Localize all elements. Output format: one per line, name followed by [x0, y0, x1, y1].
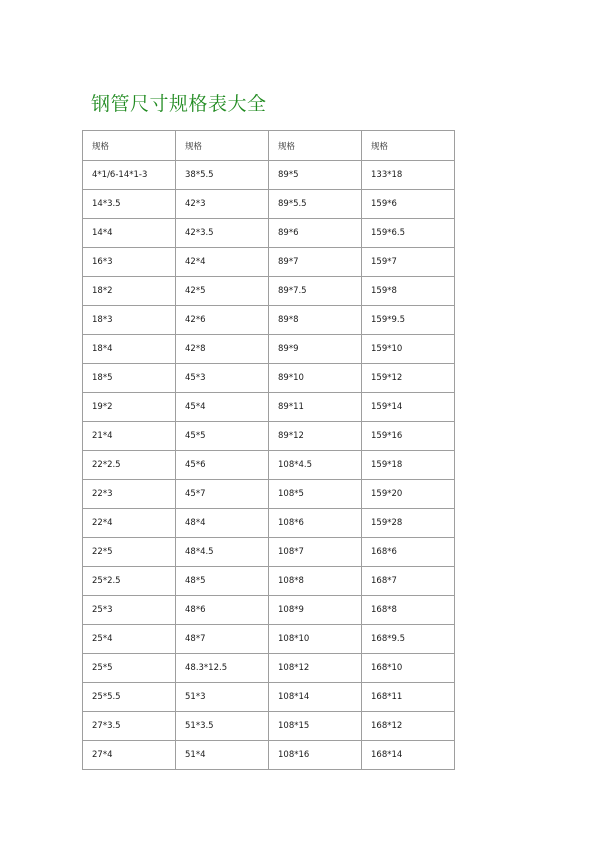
table-row — [83, 277, 455, 306]
table-cell: 48*4.5 — [176, 538, 269, 567]
table-row — [83, 422, 455, 451]
table-cell: 159*6 — [362, 190, 455, 219]
table-cell: 168*6 — [362, 538, 455, 567]
table-header-row — [83, 131, 455, 161]
table-row — [83, 509, 455, 538]
table-cell: 168*9.5 — [362, 625, 455, 654]
table-cell: 159*18 — [362, 451, 455, 480]
table-cell: 18*5 — [83, 364, 176, 393]
table-cell: 89*10 — [269, 364, 362, 393]
table-cell: 22*2.5 — [83, 451, 176, 480]
table-cell: 45*7 — [176, 480, 269, 509]
table-cell: 48*4 — [176, 509, 269, 538]
table-row — [83, 480, 455, 509]
table-cell: 159*9.5 — [362, 306, 455, 335]
table-cell: 38*5.5 — [176, 161, 269, 190]
table-cell: 18*4 — [83, 335, 176, 364]
table-cell: 42*3.5 — [176, 219, 269, 248]
table-cell: 48*5 — [176, 567, 269, 596]
table-cell: 42*3 — [176, 190, 269, 219]
table-cell: 168*10 — [362, 654, 455, 683]
table-cell: 25*2.5 — [83, 567, 176, 596]
table-cell: 27*4 — [83, 741, 176, 770]
table-cell: 133*18 — [362, 161, 455, 190]
table-cell: 25*5.5 — [83, 683, 176, 712]
table-row — [83, 190, 455, 219]
table-cell: 108*16 — [269, 741, 362, 770]
table-cell: 108*9 — [269, 596, 362, 625]
table-cell: 108*4.5 — [269, 451, 362, 480]
table-cell: 89*7 — [269, 248, 362, 277]
page-title: 钢管尺寸规格表大全 — [91, 93, 267, 115]
table-cell: 25*5 — [83, 654, 176, 683]
table-cell: 27*3.5 — [83, 712, 176, 741]
table-row — [83, 248, 455, 277]
table-cell: 89*5.5 — [269, 190, 362, 219]
table-cell: 108*8 — [269, 567, 362, 596]
table-row — [83, 683, 455, 712]
table-cell: 25*3 — [83, 596, 176, 625]
table-cell: 21*4 — [83, 422, 176, 451]
table-cell: 168*8 — [362, 596, 455, 625]
table-row — [83, 654, 455, 683]
table-cell: 42*6 — [176, 306, 269, 335]
table-cell: 45*5 — [176, 422, 269, 451]
table-cell: 42*4 — [176, 248, 269, 277]
table-cell: 18*2 — [83, 277, 176, 306]
table-cell: 108*15 — [269, 712, 362, 741]
table-row — [83, 567, 455, 596]
table-cell: 89*9 — [269, 335, 362, 364]
table-cell: 89*11 — [269, 393, 362, 422]
table-cell: 159*28 — [362, 509, 455, 538]
table-cell: 159*6.5 — [362, 219, 455, 248]
table-cell: 45*4 — [176, 393, 269, 422]
table-cell: 19*2 — [83, 393, 176, 422]
column-header: 规格 — [176, 131, 269, 161]
table-cell: 168*12 — [362, 712, 455, 741]
spec-table — [82, 130, 455, 770]
table-cell: 159*7 — [362, 248, 455, 277]
table-row — [83, 596, 455, 625]
table-body — [83, 161, 455, 770]
table-cell: 51*4 — [176, 741, 269, 770]
table-cell: 108*6 — [269, 509, 362, 538]
table-cell: 159*12 — [362, 364, 455, 393]
table-cell: 108*7 — [269, 538, 362, 567]
table-cell: 108*12 — [269, 654, 362, 683]
table-row — [83, 335, 455, 364]
table-cell: 22*5 — [83, 538, 176, 567]
table-row — [83, 393, 455, 422]
table-cell: 42*5 — [176, 277, 269, 306]
table-row — [83, 712, 455, 741]
table-row — [83, 219, 455, 248]
table-cell: 168*11 — [362, 683, 455, 712]
table-row — [83, 306, 455, 335]
table-cell: 159*8 — [362, 277, 455, 306]
table-cell: 4*1/6-14*1-3 — [83, 161, 176, 190]
column-header: 规格 — [269, 131, 362, 161]
table-cell: 18*3 — [83, 306, 176, 335]
table-cell: 25*4 — [83, 625, 176, 654]
table-cell: 159*20 — [362, 480, 455, 509]
table-cell: 22*3 — [83, 480, 176, 509]
table-row — [83, 625, 455, 654]
table-cell: 89*12 — [269, 422, 362, 451]
table-cell: 14*4 — [83, 219, 176, 248]
table-cell: 89*5 — [269, 161, 362, 190]
table-cell: 45*3 — [176, 364, 269, 393]
table-cell: 48.3*12.5 — [176, 654, 269, 683]
table-cell: 89*7.5 — [269, 277, 362, 306]
table-cell: 108*5 — [269, 480, 362, 509]
table-cell: 14*3.5 — [83, 190, 176, 219]
table-cell: 48*7 — [176, 625, 269, 654]
table-row — [83, 161, 455, 190]
table-cell: 51*3 — [176, 683, 269, 712]
table-cell: 45*6 — [176, 451, 269, 480]
column-header: 规格 — [362, 131, 455, 161]
table-cell: 159*16 — [362, 422, 455, 451]
table-row — [83, 364, 455, 393]
table-cell: 51*3.5 — [176, 712, 269, 741]
table-cell: 108*14 — [269, 683, 362, 712]
table-cell: 168*14 — [362, 741, 455, 770]
table-cell: 42*8 — [176, 335, 269, 364]
table-row — [83, 741, 455, 770]
table-cell: 159*10 — [362, 335, 455, 364]
table-cell: 89*8 — [269, 306, 362, 335]
table-row — [83, 538, 455, 567]
table-cell: 16*3 — [83, 248, 176, 277]
table-cell: 108*10 — [269, 625, 362, 654]
table-cell: 89*6 — [269, 219, 362, 248]
table-cell: 168*7 — [362, 567, 455, 596]
table-cell: 22*4 — [83, 509, 176, 538]
table-cell: 48*6 — [176, 596, 269, 625]
table-row — [83, 451, 455, 480]
table-cell: 159*14 — [362, 393, 455, 422]
column-header: 规格 — [83, 131, 176, 161]
